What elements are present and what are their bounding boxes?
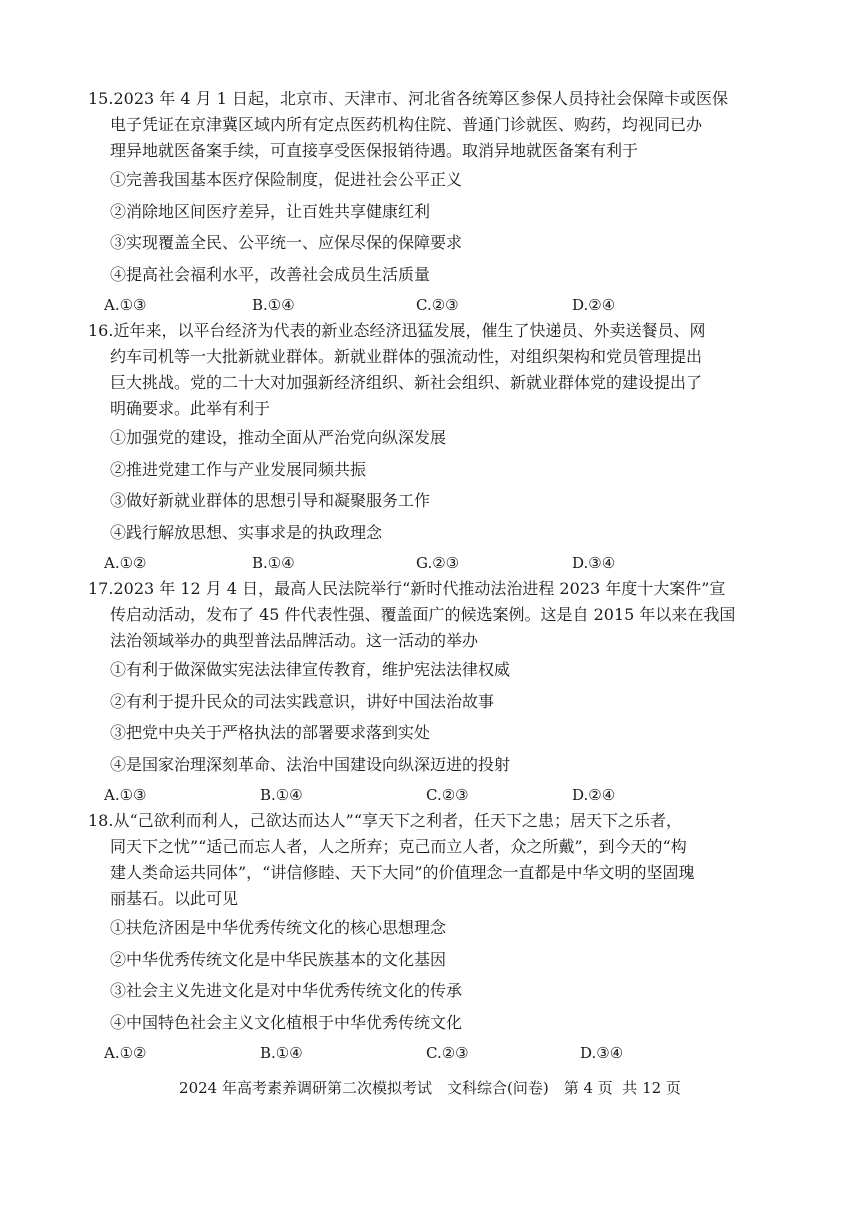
- question-15: [88, 86, 788, 320]
- statement-option: ②有利于提升民众的司法实践意识，讲好中国法治故事: [110, 691, 495, 711]
- stem-line: 建人类命运共同体”，“讲信修睦、天下大同”的价值理念一直都是中华文明的坚固瑰: [110, 863, 695, 882]
- question-stem: [88, 318, 788, 422]
- choice-c[interactable]: C.②③: [426, 786, 469, 804]
- choice-d[interactable]: D.③④: [572, 554, 616, 572]
- question-16: [88, 318, 788, 578]
- question-stem: [88, 576, 788, 654]
- stem-line: 明确要求。此举有利于: [110, 399, 271, 418]
- answer-choices: [88, 1038, 788, 1068]
- stem-line: 丽基石。以此可见: [110, 889, 239, 908]
- choice-c[interactable]: C.②③: [426, 1044, 469, 1062]
- choice-c[interactable]: G.②③: [416, 554, 460, 572]
- stem-line: 2023 年 4 月 1 日起，北京市、天津市、河北省各统筹区参保人员持社会保障卡或医保: [113, 89, 728, 108]
- stem-line: 同天下之忧”“适己而忘人者，人之所弃；克己而立人者，众之所戴”，到今天的“构: [110, 837, 687, 856]
- choice-a[interactable]: A.①②: [104, 554, 147, 572]
- choice-d[interactable]: D.②④: [572, 296, 616, 314]
- stem-line: 近年来，以平台经济为代表的新业态经济迅猛发展，催生了快递员、外卖送餐员、网: [113, 321, 706, 340]
- statement-option: ③社会主义先进文化是对中华优秀传统文化的传承: [110, 981, 463, 1000]
- statement-option: ③做好新就业群体的思想引导和凝聚服务工作: [110, 491, 431, 510]
- statement-option: ④践行解放思想、实事求是的执政理念: [110, 522, 383, 542]
- choice-b[interactable]: B.①④: [260, 1044, 303, 1062]
- statement-option: ③把党中央关于严格执法的部署要求落到实处: [110, 723, 431, 742]
- question-number: 18.: [88, 811, 114, 830]
- choice-d[interactable]: D.③④: [580, 1044, 624, 1062]
- statement-option: ②推进党建工作与产业发展同频共振: [110, 459, 367, 479]
- choice-d[interactable]: D.②④: [572, 786, 616, 804]
- stem-line: 电子凭证在京津冀区域内所有定点医药机构住院、普通门诊就医、购药，均视同已办: [110, 115, 703, 134]
- stem-line: 法治领域举办的典型普法品牌活动。这一活动的举办: [110, 631, 479, 650]
- question-stem: [88, 808, 788, 912]
- choice-a[interactable]: A.①②: [104, 1044, 147, 1062]
- answer-choices: [88, 780, 788, 810]
- statement-option: ①有利于做深做实宪法法律宣传教育，维护宪法法律权威: [110, 660, 511, 679]
- question-17: [88, 576, 788, 810]
- choice-a[interactable]: A.①③: [104, 786, 147, 804]
- choice-a[interactable]: A.①③: [104, 296, 147, 314]
- answer-choices: [88, 548, 788, 578]
- statement-option: ②消除地区间医疗差异，让百姓共享健康红利: [110, 201, 431, 221]
- choice-b[interactable]: B.①④: [260, 786, 303, 804]
- statement-option: ④是国家治理深刻革命、法治中国建设向纵深迈进的投射: [110, 754, 511, 774]
- question-number: 16.: [88, 321, 114, 340]
- statement-option: ④中国特色社会主义文化植根于中华优秀传统文化: [110, 1012, 463, 1032]
- statement-option: ①扶危济困是中华优秀传统文化的核心思想理念: [110, 918, 447, 937]
- choice-b[interactable]: B.①④: [252, 554, 295, 572]
- stem-line: 约车司机等一大批新就业群体。新就业群体的强流动性，对组织架构和党员管理提出: [110, 347, 703, 366]
- question-number: 17.: [88, 579, 114, 598]
- stem-line: 2023 年 12 月 4 日，最高人民法院举行“新时代推动法治进程 2023 年度十大案件”宣: [113, 579, 726, 598]
- statement-option: ①加强党的建设，推动全面从严治党向纵深发展: [110, 428, 447, 447]
- statement-option: ④提高社会福利水平，改善社会成员生活质量: [110, 264, 431, 284]
- stem-line: 巨大挑战。党的二十大对加强新经济组织、新社会组织、新就业群体党的建设提出了: [110, 373, 703, 392]
- question-18: [88, 808, 788, 1068]
- statement-option: ③实现覆盖全民、公平统一、应保尽保的保障要求: [110, 233, 463, 252]
- stem-line: 理异地就医备案手续，可直接享受医保报销待遇。取消异地就医备案有利于: [110, 141, 639, 160]
- choice-c[interactable]: C.②③: [416, 296, 459, 314]
- answer-choices: [88, 290, 788, 320]
- statement-option: ①完善我国基本医疗保险制度，促进社会公平正义: [110, 170, 463, 189]
- question-stem: [88, 86, 788, 164]
- stem-line: 传启动活动，发布了 45 件代表性强、覆盖面广的候选案例。这是自 2015 年以来在我国: [110, 605, 736, 624]
- stem-line: 从“己欲利而利人，己欲达而达人”“享天下之利者，任天下之患；居天下之乐者，: [113, 811, 682, 830]
- choice-b[interactable]: B.①④: [252, 296, 295, 314]
- question-number: 15.: [88, 89, 114, 108]
- page-footer: 2024 年高考素养调研第二次模拟考试 文科综合(问卷) 第 4 页 共 12 页: [179, 1079, 681, 1097]
- statement-option: ②中华优秀传统文化是中华民族基本的文化基因: [110, 949, 447, 969]
